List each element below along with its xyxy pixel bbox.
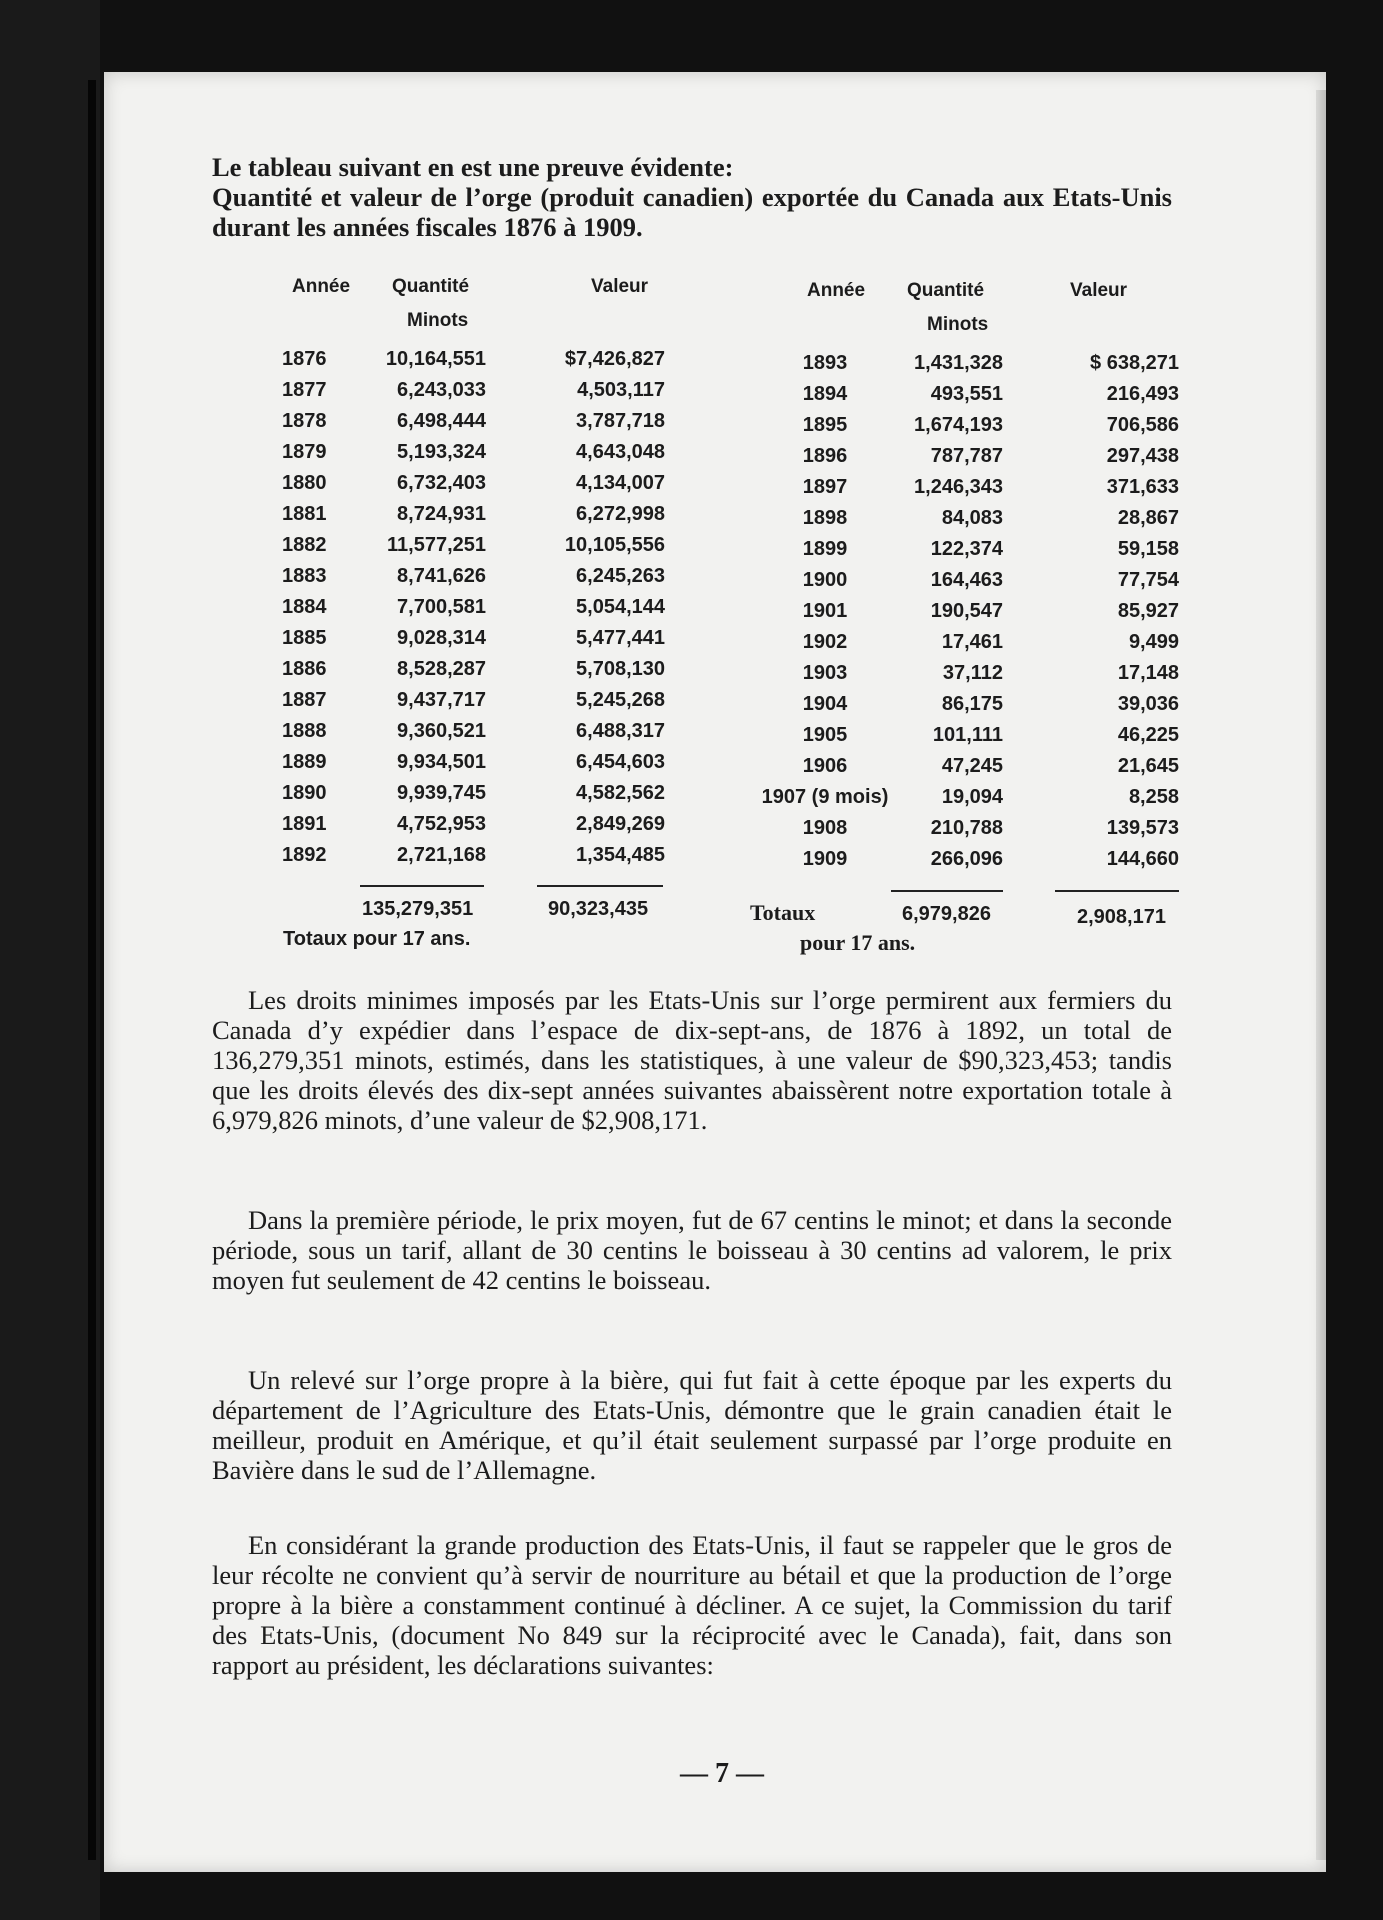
table-row xyxy=(282,348,672,379)
total-label-left: Totaux pour 17 ans. xyxy=(283,928,471,950)
total-val-right: 2,908,171 xyxy=(1077,906,1166,928)
value-cell: 144,660 xyxy=(1106,848,1179,870)
sum-rule-right-val xyxy=(1055,890,1179,892)
header-annee: Année xyxy=(292,276,351,297)
quantity-cell: 787,787 xyxy=(930,445,1003,467)
year-cell: 1905 xyxy=(802,724,848,746)
table-row xyxy=(282,689,672,720)
year-cell: 1908 xyxy=(802,817,848,839)
quantity-cell: 9,360,521 xyxy=(397,720,486,742)
value-cell: 85,927 xyxy=(1117,600,1179,622)
year-cell: 1907 (9 mois) xyxy=(761,786,889,808)
paragraph-1: Les droits minimes imposés par les Etats-Unis sur l’orge permirent aux fermiers du Canada d’y expédier dans l’espace de dix-sept-ans, de 1876 à 1892, un total de 136,279,351 minots, estimés, dans les statistiques, à une valeur de $90,323,453; tandis que les droits élevés des dix-sept années suivantes abaissèrent notre exportation totale à 6,979,826 minots, d’une valeur de $2,908,171. xyxy=(212,985,1172,1135)
value-cell: 46,225 xyxy=(1117,724,1179,746)
quantity-cell: 8,528,287 xyxy=(397,658,486,680)
year-cell: 1891 xyxy=(282,813,327,835)
export-table-1893-1909 xyxy=(745,274,1185,954)
year-cell: 1896 xyxy=(802,445,848,467)
value-cell: 371,633 xyxy=(1106,476,1179,498)
quantity-cell: 10,164,551 xyxy=(385,348,486,370)
value-cell: 6,454,603 xyxy=(576,751,665,773)
table-row xyxy=(282,844,672,875)
value-cell: 297,438 xyxy=(1106,445,1179,467)
sum-rule-left-val xyxy=(537,885,663,887)
quantity-cell: 7,700,581 xyxy=(397,596,486,618)
table-row xyxy=(282,658,672,689)
quantity-cell: 19,094 xyxy=(941,786,1003,808)
value-cell: 6,488,317 xyxy=(576,720,665,742)
year-cell: 1898 xyxy=(802,507,848,529)
table-row xyxy=(745,538,1185,569)
year-cell: 1904 xyxy=(802,693,848,715)
quantity-cell: 164,463 xyxy=(930,569,1003,591)
table-row xyxy=(745,631,1185,662)
export-table-1876-1892 xyxy=(282,270,672,950)
value-cell: 4,134,007 xyxy=(576,472,665,494)
year-cell: 1876 xyxy=(282,348,327,370)
table-row xyxy=(282,410,672,441)
quantity-cell: 5,193,324 xyxy=(397,441,486,463)
quantity-cell: 6,732,403 xyxy=(397,472,486,494)
year-cell: 1899 xyxy=(802,538,848,560)
value-cell: 4,643,048 xyxy=(576,441,665,463)
sum-rule-left-qty xyxy=(360,885,484,887)
value-cell: 39,036 xyxy=(1117,693,1179,715)
value-cell: 5,477,441 xyxy=(576,627,665,649)
value-cell: 5,054,144 xyxy=(576,596,665,618)
year-cell: 1893 xyxy=(802,352,848,374)
value-cell: 77,754 xyxy=(1117,569,1179,591)
year-cell: 1906 xyxy=(802,755,848,777)
quantity-cell: 37,112 xyxy=(942,662,1003,684)
quantity-cell: 266,096 xyxy=(930,848,1003,870)
quantity-cell: 11,577,251 xyxy=(387,534,486,556)
quantity-cell: 6,243,033 xyxy=(397,379,486,401)
table-row xyxy=(282,565,672,596)
quantity-cell: 190,547 xyxy=(930,600,1003,622)
value-cell: 59,158 xyxy=(1117,538,1179,560)
quantity-cell: 86,175 xyxy=(941,693,1003,715)
table-row xyxy=(282,627,672,658)
year-cell: 1883 xyxy=(282,565,327,587)
quantity-cell: 493,551 xyxy=(930,383,1003,405)
table-row xyxy=(745,445,1185,476)
year-cell: 1882 xyxy=(282,534,327,556)
year-cell: 1902 xyxy=(802,631,848,653)
header-valeur: Valeur xyxy=(591,276,649,297)
table-row xyxy=(745,600,1185,631)
year-cell: 1878 xyxy=(282,410,327,432)
value-cell: 1,354,485 xyxy=(576,844,665,866)
value-cell: 21,645 xyxy=(1117,755,1179,777)
paragraph-3: Un relevé sur l’orge propre à la bière, qui fut fait à cette époque par les experts du département de l’Agriculture des Etats-Unis, démontre que le grain canadien était le meilleur, produit en Amérique, et qu’il était seulement surpassé par l’orge produite en Bavière dans le sud de l’Allemagne. xyxy=(212,1365,1172,1485)
year-cell: 1881 xyxy=(282,503,327,525)
table-row xyxy=(745,817,1185,848)
value-cell: 6,272,998 xyxy=(576,503,665,525)
value-cell: 8,258 xyxy=(1128,786,1179,808)
table-row xyxy=(282,813,672,844)
value-cell: 3,787,718 xyxy=(576,410,665,432)
table-row xyxy=(745,569,1185,600)
quantity-cell: 1,246,343 xyxy=(914,476,1003,498)
quantity-cell: 4,752,953 xyxy=(397,813,486,835)
total-qty-right: 6,979,826 xyxy=(902,903,991,925)
value-cell: $ 638,271 xyxy=(1090,352,1179,374)
header-quantite: Quantité xyxy=(392,276,470,297)
paragraph-4: En considérant la grande production des Etats-Unis, il faut se rappeler que le gros de leur récolte ne convient qu’à servir de nourriture au bétail et que la production de l’orge propre à la bière a constamment continué à décliner. A ce sujet, la Commission du tarif des Etats-Unis, (document No 849 sur la réciprocité avec le Canada), fait, dans son rapport au président, les déclarations suivantes: xyxy=(212,1530,1172,1680)
quantity-cell: 210,788 xyxy=(930,817,1003,839)
table-row xyxy=(745,786,1185,817)
value-cell: 17,148 xyxy=(1117,662,1179,684)
year-cell: 1903 xyxy=(802,662,848,684)
quantity-cell: 47,245 xyxy=(941,755,1003,777)
table-row xyxy=(282,720,672,751)
year-cell: 1889 xyxy=(282,751,327,773)
page-edge-shadow xyxy=(1316,90,1326,1860)
table-row xyxy=(282,441,672,472)
quantity-cell: 8,724,931 xyxy=(397,503,486,525)
page-number: — 7 — xyxy=(680,1758,764,1789)
quantity-cell: 1,431,328 xyxy=(914,352,1003,374)
table-row xyxy=(745,724,1185,755)
table-row xyxy=(745,662,1185,693)
table-row xyxy=(745,693,1185,724)
year-cell: 1900 xyxy=(802,569,848,591)
value-cell: $7,426,827 xyxy=(564,348,665,370)
table-row xyxy=(745,848,1185,879)
value-cell: 216,493 xyxy=(1106,383,1179,405)
value-cell: 4,503,117 xyxy=(577,379,665,401)
value-cell: 28,867 xyxy=(1117,507,1179,529)
table-row xyxy=(282,472,672,503)
value-cell: 5,245,268 xyxy=(576,689,665,711)
year-cell: 1887 xyxy=(282,689,327,711)
quantity-cell: 101,111 xyxy=(932,724,1003,746)
value-cell: 10,105,556 xyxy=(564,534,665,556)
scan-edge-line xyxy=(88,80,96,1860)
year-cell: 1877 xyxy=(282,379,327,401)
year-cell: 1886 xyxy=(282,658,327,680)
value-cell: 139,573 xyxy=(1106,817,1179,839)
header-valeur: Valeur xyxy=(1070,280,1128,301)
total-label-right-1: Totaux xyxy=(750,900,816,925)
sum-rule-right-qty xyxy=(891,890,1003,892)
intro-line-1: Le tableau suivant en est une preuve évidente: xyxy=(212,152,734,182)
table-row xyxy=(745,476,1185,507)
table-row xyxy=(282,534,672,565)
value-cell: 9,499 xyxy=(1128,631,1179,653)
quantity-cell: 9,437,717 xyxy=(397,689,486,711)
quantity-cell: 6,498,444 xyxy=(397,410,486,432)
year-cell: 1909 xyxy=(802,848,848,870)
year-cell: 1888 xyxy=(282,720,327,742)
value-cell: 2,849,269 xyxy=(576,813,665,835)
value-cell: 6,245,263 xyxy=(576,565,665,587)
intro-line-2: Quantité et valeur de l’orge (produit canadien) exportée du Canada aux Etats-Unis durant les années fiscales 1876 à 1909. xyxy=(212,182,1172,242)
year-cell: 1884 xyxy=(282,596,327,618)
table-row xyxy=(282,782,672,813)
year-cell: 1885 xyxy=(282,627,327,649)
header-minots: Minots xyxy=(927,314,989,335)
quantity-cell: 2,721,168 xyxy=(397,844,486,866)
total-label-right-2: pour 17 ans. xyxy=(800,930,916,955)
header-minots: Minots xyxy=(407,310,469,331)
year-cell: 1895 xyxy=(802,414,848,436)
quantity-cell: 1,674,193 xyxy=(914,414,1003,436)
table-row xyxy=(745,507,1185,538)
table-row xyxy=(282,503,672,534)
table-row xyxy=(745,755,1185,786)
table-row xyxy=(282,596,672,627)
table-row xyxy=(282,379,672,410)
year-cell: 1880 xyxy=(282,472,327,494)
quantity-cell: 9,934,501 xyxy=(397,751,486,773)
paragraph-2: Dans la première période, le prix moyen, fut de 67 centins le minot; et dans la seconde période, sous un tarif, allant de 30 centins le boisseau à 30 centins ad valorem, le prix moyen fut seulement de 42 centins le boisseau. xyxy=(212,1205,1172,1295)
table-row xyxy=(745,383,1185,414)
quantity-cell: 17,461 xyxy=(941,631,1003,653)
year-cell: 1901 xyxy=(802,600,848,622)
quantity-cell: 8,741,626 xyxy=(397,565,486,587)
value-cell: 4,582,562 xyxy=(576,782,665,804)
year-cell: 1890 xyxy=(282,782,327,804)
total-qty-left: 135,279,351 xyxy=(362,898,474,920)
value-cell: 706,586 xyxy=(1106,414,1179,436)
table-row xyxy=(745,414,1185,445)
value-cell: 5,708,130 xyxy=(576,658,665,680)
quantity-cell: 9,939,745 xyxy=(397,782,486,804)
quantity-cell: 122,374 xyxy=(930,538,1003,560)
year-cell: 1897 xyxy=(802,476,848,498)
table-row xyxy=(282,751,672,782)
header-quantite: Quantité xyxy=(907,280,985,301)
year-cell: 1894 xyxy=(802,383,848,405)
year-cell: 1879 xyxy=(282,441,327,463)
header-annee: Année xyxy=(807,280,866,301)
total-val-left: 90,323,435 xyxy=(548,898,649,920)
scan-border-left xyxy=(0,0,100,1920)
year-cell: 1892 xyxy=(282,844,327,866)
table-row xyxy=(745,352,1185,383)
quantity-cell: 9,028,314 xyxy=(397,627,486,649)
quantity-cell: 84,083 xyxy=(941,507,1003,529)
